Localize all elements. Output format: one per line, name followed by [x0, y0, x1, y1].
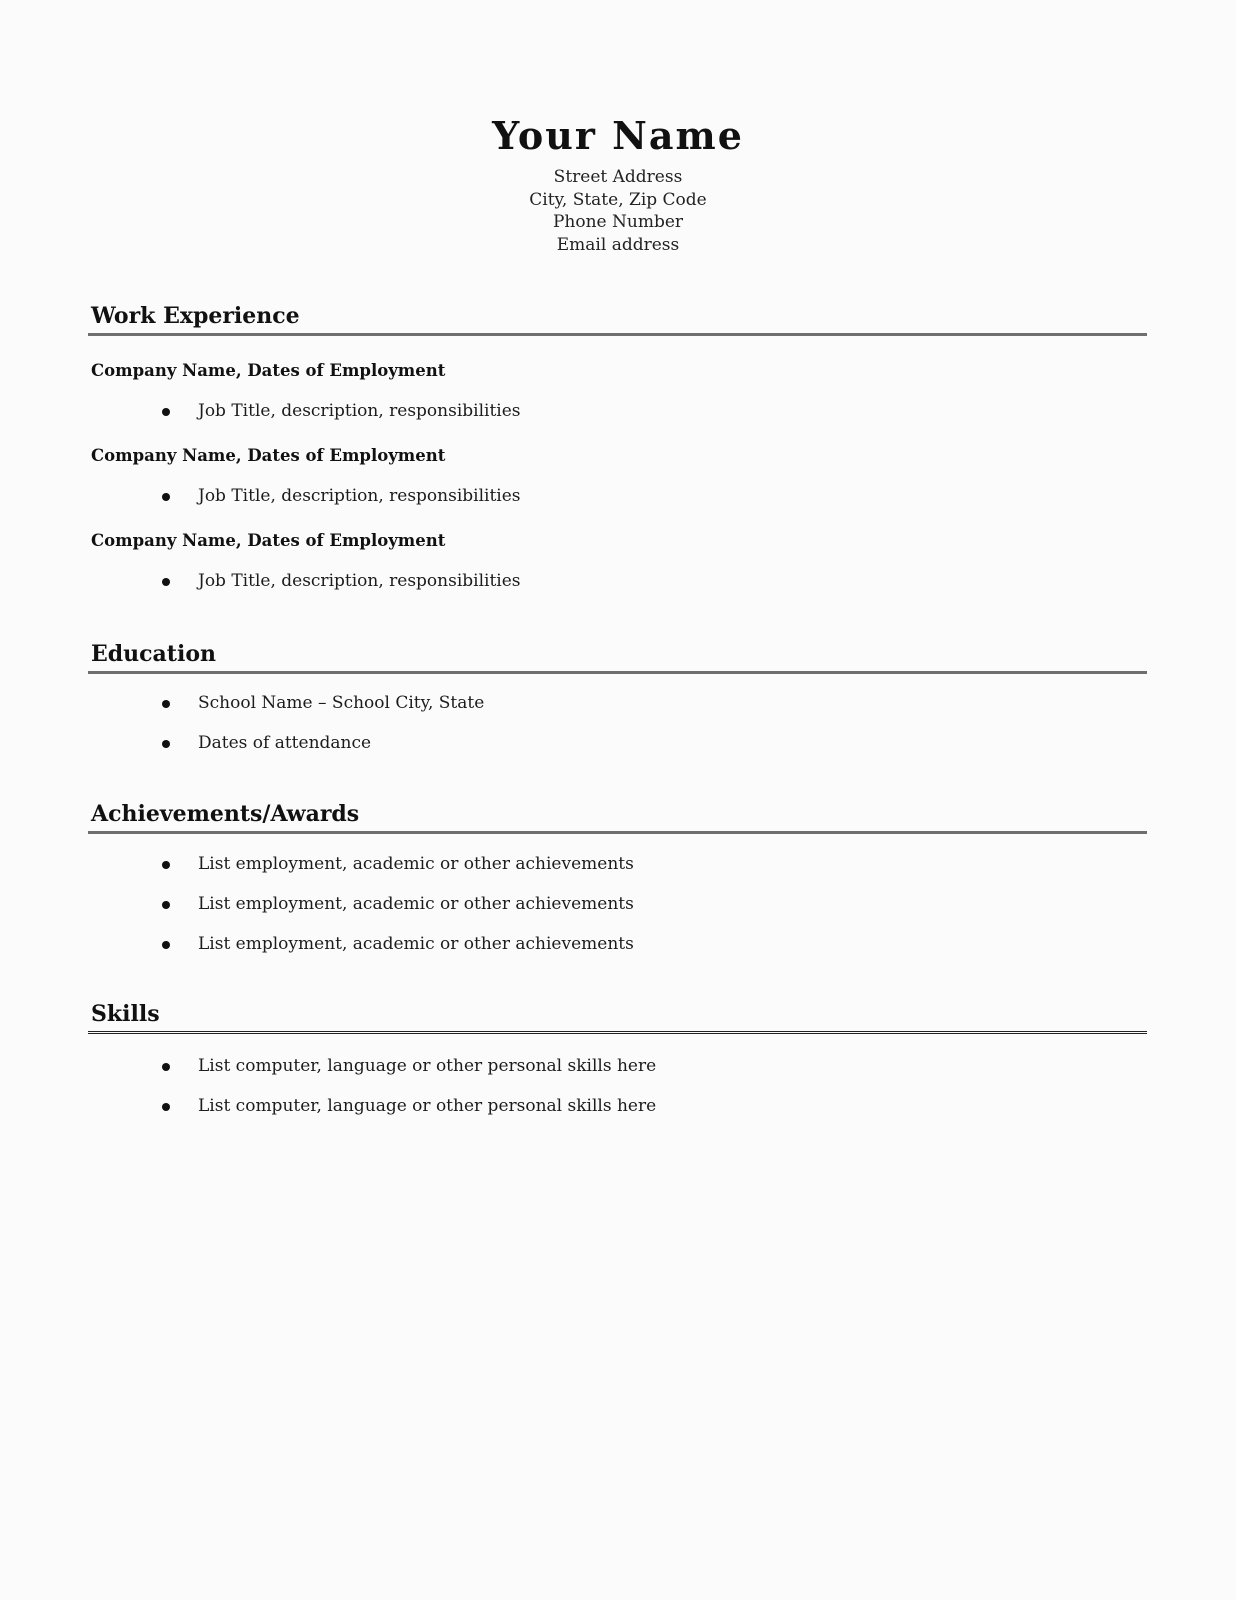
achievements-section — [89, 800, 1147, 955]
city-state-zip: City, State, Zip Code — [529, 189, 707, 210]
bullet-icon — [162, 408, 170, 416]
section-heading: Skills — [91, 1001, 160, 1027]
list-item — [89, 893, 1147, 915]
list-item — [89, 570, 1147, 592]
bullet-icon — [162, 700, 170, 708]
education-section — [89, 640, 1147, 754]
work-experience-section — [89, 302, 1147, 592]
list-item — [89, 485, 1147, 507]
achievement-item: List employment, academic or other achievements — [198, 894, 634, 914]
list-item — [89, 1095, 1147, 1117]
bullet-icon — [162, 578, 170, 586]
bullet-icon — [162, 493, 170, 501]
contact-block — [0, 166, 1236, 256]
list-item — [89, 400, 1147, 422]
job-detail: Job Title, description, responsibilities — [198, 571, 521, 591]
skill-item: List computer, language or other personal skills here — [198, 1056, 657, 1076]
phone-number: Phone Number — [552, 212, 684, 232]
street-address: Street Address — [553, 167, 683, 187]
bullet-icon — [162, 941, 170, 949]
job-detail: Job Title, description, responsibilities — [198, 486, 521, 506]
list-item — [89, 853, 1147, 875]
list-item — [89, 933, 1147, 955]
bullet-icon — [162, 740, 170, 748]
education-item: School Name – School City, State — [198, 693, 485, 713]
list-item — [89, 692, 1147, 714]
list-item — [89, 1055, 1147, 1077]
list-item — [89, 732, 1147, 754]
education-item: Dates of attendance — [198, 733, 372, 753]
bullet-icon — [162, 901, 170, 909]
company-line: Company Name, Dates of Employment — [91, 446, 446, 465]
company-line: Company Name, Dates of Employment — [91, 531, 446, 550]
section-divider — [88, 671, 1147, 674]
skill-item: List computer, language or other personal skills here — [198, 1096, 657, 1116]
bullet-icon — [162, 1063, 170, 1071]
email-address: Email address — [556, 234, 680, 255]
achievement-item: List employment, academic or other achievements — [198, 854, 634, 874]
section-divider — [88, 333, 1147, 336]
achievement-item: List employment, academic or other achievements — [198, 934, 634, 954]
bullet-icon — [162, 861, 170, 869]
section-heading: Education — [91, 641, 216, 667]
applicant-name: Your Name — [492, 113, 744, 158]
company-line: Company Name, Dates of Employment — [91, 361, 446, 380]
section-divider — [88, 1031, 1147, 1034]
resume-header — [0, 112, 1236, 256]
bullet-icon — [162, 1103, 170, 1111]
section-heading: Work Experience — [91, 303, 300, 329]
section-divider — [88, 831, 1147, 834]
skills-section — [89, 1000, 1147, 1117]
job-detail: Job Title, description, responsibilities — [198, 401, 521, 421]
section-heading: Achievements/Awards — [91, 801, 360, 827]
